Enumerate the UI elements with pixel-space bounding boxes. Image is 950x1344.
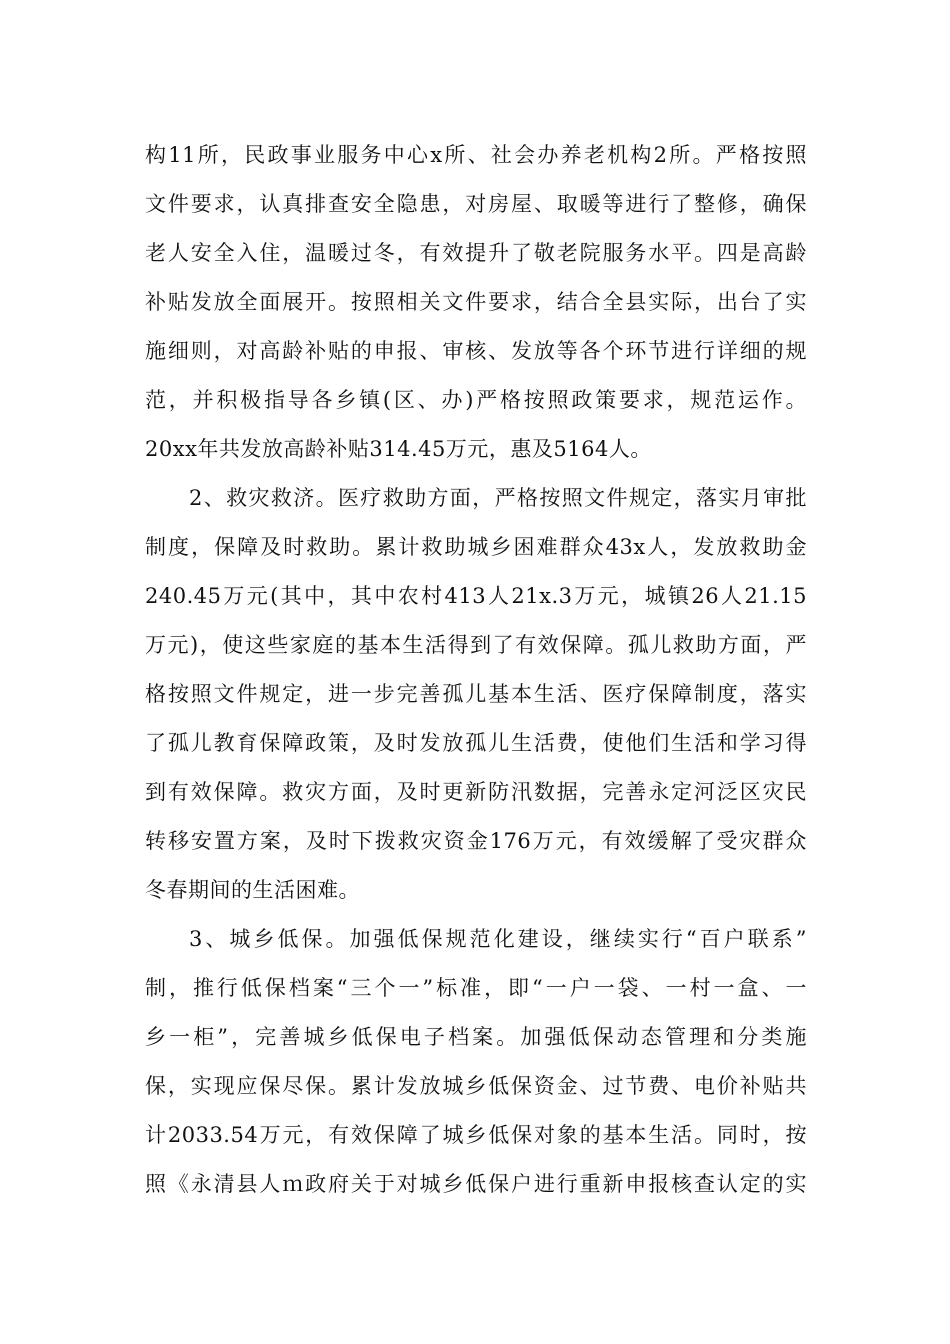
- text-line: 冬春期间的生活困难。: [145, 878, 360, 902]
- paragraph-elderly-care: [145, 131, 807, 474]
- text-line: 制度，保障及时救助。累计救助城乡困难群众43x人，发放救助金: [145, 535, 807, 559]
- text-line: 乡一柜”，完善城乡低保电子档案。加强低保动态管理和分类施: [145, 1025, 807, 1049]
- text-line: 万元)，使这些家庭的基本生活得到了有效保障。孤儿救助方面，严: [145, 633, 807, 657]
- text-line: 20xx年共发放高龄补贴314.45万元，惠及5164人。: [145, 437, 652, 461]
- text-line: 构11所，民政事业服务中心x所、社会办养老机构2所。严格按照: [145, 143, 807, 167]
- paragraph-minimum-living: [145, 915, 807, 1209]
- paragraph-disaster-relief: [145, 474, 807, 915]
- text-line: 施细则，对高龄补贴的申报、审核、发放等各个环节进行详细的规: [145, 339, 807, 363]
- text-line: 2、救灾救济。医疗救助方面，严格按照文件规定，落实月审批: [189, 486, 807, 510]
- text-line: 补贴发放全面展开。按照相关文件要求，结合全县实际，出台了实: [145, 290, 807, 314]
- text-line: 保，实现应保尽保。累计发放城乡低保资金、过节费、电价补贴共: [145, 1074, 807, 1098]
- text-line: 转移安置方案，及时下拨救灾资金176万元，有效缓解了受灾群众: [145, 829, 807, 853]
- body-text: [145, 131, 807, 1209]
- text-line: 了孤儿教育保障政策，及时发放孤儿生活费，使他们生活和学习得: [145, 731, 807, 755]
- text-line: 制，推行低保档案“三个一”标准，即“一户一袋、一村一盒、一: [145, 976, 807, 1000]
- text-line: 到有效保障。救灾方面，及时更新防汛数据，完善永定河泛区灾民: [145, 780, 807, 804]
- text-line: 240.45万元(其中，其中农村413人21x.3万元，城镇26人21.15: [145, 584, 807, 608]
- text-line: 老人安全入住，温暖过冬，有效提升了敬老院服务水平。四是高龄: [145, 241, 807, 265]
- text-line: 计2033.54万元，有效保障了城乡低保对象的基本生活。同时，按: [145, 1123, 807, 1147]
- text-line: 格按照文件规定，进一步完善孤儿基本生活、医疗保障制度，落实: [145, 682, 807, 706]
- text-line: 范，并积极指导各乡镇(区、办)严格按照政策要求，规范运作。: [145, 388, 807, 412]
- text-line: 照《永清县人ｍ政府关于对城乡低保户进行重新申报核查认定的实: [145, 1172, 807, 1196]
- text-line: 文件要求，认真排查安全隐患，对房屋、取暖等进行了整修，确保: [145, 192, 807, 216]
- text-line: 3、城乡低保。加强低保规范化建设，继续实行“百户联系”: [189, 927, 807, 951]
